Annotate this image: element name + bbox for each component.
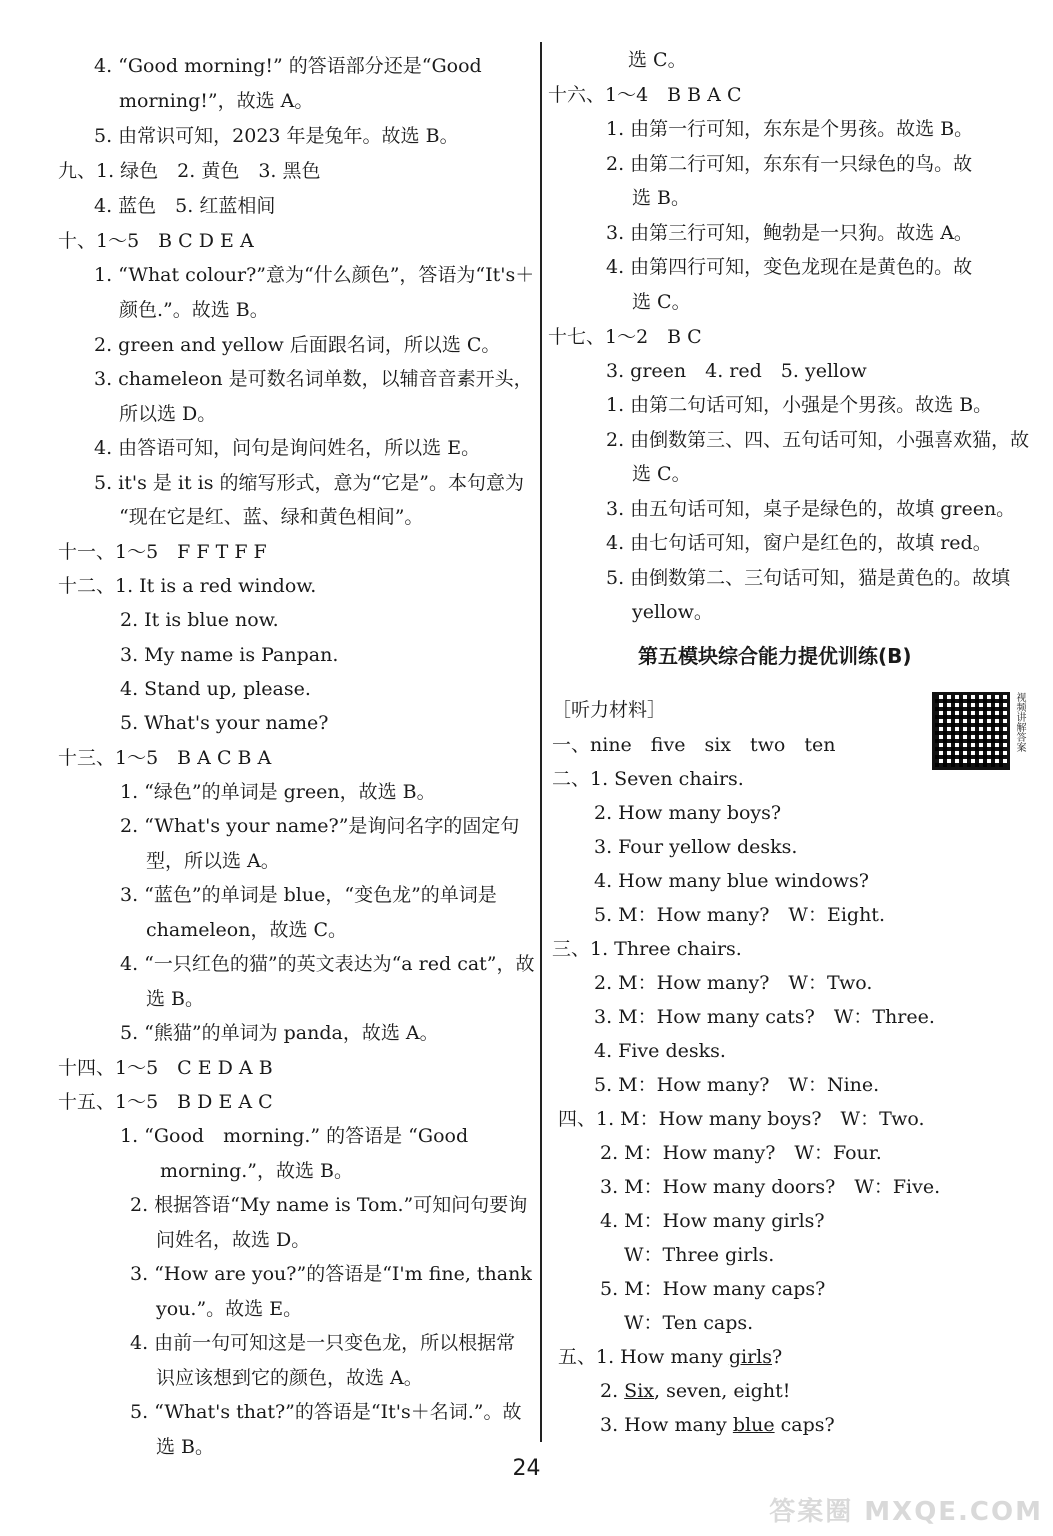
answer-line: 三、1. Three chairs.: [552, 938, 742, 960]
blank-answer: Six: [624, 1380, 654, 1402]
answer-line: 4. Stand up, please.: [120, 678, 311, 700]
qr-code-icon[interactable]: [932, 692, 1010, 770]
answer-line: 2. green and yellow 后面跟名词，所以选 C。: [94, 334, 501, 356]
answer-line: 2. It is blue now.: [120, 609, 279, 631]
answer-line: 2. 根据答语“My name is Tom.”可知问句要询: [130, 1194, 528, 1216]
answer-line: 4. M：How many girls?: [600, 1210, 825, 1232]
answer-line: 3. My name is Panpan.: [120, 644, 339, 666]
answer-line: 5. 由常识可知，2023 年是兔年。故选 B。: [94, 125, 459, 147]
answer-line: 3. chameleon 是可数名词单数，以辅音音素开头，: [94, 368, 533, 390]
answer-line: 4. “一只红色的猫”的英文表达为“a red cat”，故: [120, 953, 535, 975]
answer-line: 4. How many blue windows?: [594, 870, 869, 892]
column-divider: [540, 42, 542, 1442]
answer-line: 5. M：How many? W：Nine.: [594, 1074, 880, 1096]
answer-line: you.”。故选 E。: [156, 1298, 303, 1320]
answer-line: 十六、1～4 B B A C: [548, 84, 742, 106]
answer-line: 1. “What colour?”意为“什么颜色”，答语为“It's＋: [94, 264, 535, 286]
answer-line: 选 B。: [632, 187, 691, 209]
answer-line: “现在它是红、蓝、绿和黄色相间”。: [119, 506, 424, 528]
answer-line: 1. “Good morning.” 的答语是 “Good: [120, 1125, 469, 1147]
answer-line: ［听力材料］: [552, 699, 667, 721]
answer-line: 1. 由第二句话可知，小强是个男孩。故选 B。: [606, 394, 993, 416]
section-five-line-1: 五、1. How many girls?: [558, 1346, 783, 1368]
section-heading: 第五模块综合能力提优训练(B): [638, 644, 912, 668]
answer-line: 所以选 D。: [119, 403, 217, 425]
blank-answer: girls: [728, 1346, 772, 1368]
answer-line: 5. “熊猫”的单词为 panda，故选 A。: [120, 1022, 439, 1044]
answer-line: 四、1. M：How many boys? W：Two.: [558, 1108, 925, 1130]
answer-line: 4. 由第四行可知，变色龙现在是黄色的。故: [606, 256, 973, 278]
answer-line: 型，所以选 A。: [146, 850, 280, 872]
qr-caption: 视频讲解答案: [1014, 692, 1025, 752]
answer-line: W：Three girls.: [624, 1244, 775, 1266]
answer-line: 3. “How are you?”的答语是“I'm fine, thank: [130, 1263, 532, 1285]
answer-line: 一、nine five six two ten: [552, 734, 836, 756]
page-number: 24: [512, 1456, 541, 1481]
answer-line: morning.”，故选 B。: [160, 1160, 354, 1182]
answer-line: 2. 由第二行可知，东东有一只绿色的鸟。故: [606, 153, 973, 175]
answer-line: 3. M：How many cats? W：Three.: [594, 1006, 935, 1028]
answer-line: 选 B。: [156, 1436, 215, 1458]
answer-line: 5. “What's that?”的答语是“It's＋名词.”。故: [130, 1401, 522, 1423]
answer-line: chameleon，故选 C。: [146, 919, 348, 941]
answer-line: 十二、1. It is a red window.: [58, 575, 317, 597]
answer-line: 问姓名，故选 D。: [156, 1229, 311, 1251]
section-five-line-3: 3. How many blue caps?: [600, 1414, 835, 1436]
blank-answer: blue: [732, 1414, 775, 1436]
watermark-logo: 答案圈 MXQE.COM: [769, 1497, 1043, 1527]
answer-line: 选 C。: [632, 463, 691, 485]
section-five-line-2: 2. Six, seven, eight!: [600, 1380, 791, 1402]
answer-line: 十一、1～5 F F T F F: [58, 541, 267, 563]
answer-line: 十五、1～5 B D E A C: [58, 1091, 273, 1113]
answer-line: 5. it's 是 it is 的缩写形式，意为“它是”。本句意为: [94, 472, 524, 494]
answer-line: 识应该想到它的颜色，故选 A。: [156, 1367, 423, 1389]
answer-line: morning!”，故选 A。: [119, 90, 314, 112]
answer-line: 2. How many boys?: [594, 802, 782, 824]
answer-line: 十七、1～2 B C: [548, 326, 702, 348]
answer-line: 选 C。: [632, 291, 691, 313]
answer-line: 4. 由七句话可知，窗户是红色的，故填 red。: [606, 532, 992, 554]
answer-line: 1. “绿色”的单词是 green，故选 B。: [120, 781, 436, 803]
answer-line: 3. Four yellow desks.: [594, 836, 798, 858]
answer-line: 3. “蓝色”的单词是 blue，“变色龙”的单词是: [120, 884, 497, 906]
answer-line: 十、1～5 B C D E A: [58, 230, 254, 252]
answer-line: 4. 由前一句可知这是一只变色龙，所以根据常: [130, 1332, 516, 1354]
answer-line: 2. M：How many? W：Two.: [594, 972, 873, 994]
answer-line: 4. 蓝色 5. 红蓝相间: [94, 195, 276, 217]
answer-line: 选 B。: [146, 988, 205, 1010]
answer-line: 4. Five desks.: [594, 1040, 726, 1062]
answer-line: 选 C。: [628, 49, 687, 71]
answer-line: 2. “What's your name?”是询问名字的固定句: [120, 815, 520, 837]
answer-line: 3. M：How many doors? W：Five.: [600, 1176, 941, 1198]
answer-line: 十四、1～5 C E D A B: [58, 1057, 273, 1079]
answer-line: 5. M：How many? W：Eight.: [594, 904, 885, 926]
answer-line: 4. “Good morning!” 的答语部分还是“Good: [94, 55, 482, 77]
answer-line: 九、1. 绿色 2. 黄色 3. 黑色: [58, 160, 321, 182]
answer-line: 4. 由答语可知，问句是询问姓名，所以选 E。: [94, 437, 481, 459]
answer-line: 1. 由第一行可知，东东是个男孩。故选 B。: [606, 118, 974, 140]
answer-line: 颜色.”。故选 B。: [119, 299, 269, 321]
answer-line: 3. green 4. red 5. yellow: [606, 360, 867, 382]
answer-line: 2. 由倒数第三、四、五句话可知，小强喜欢猫，故: [606, 429, 1030, 451]
answer-line: 二、1. Seven chairs.: [552, 768, 744, 790]
answer-line: 3. 由五句话可知，桌子是绿色的，故填 green。: [606, 498, 1016, 520]
answer-line: 十三、1～5 B A C B A: [58, 747, 272, 769]
answer-line: 5. What's your name?: [120, 712, 329, 734]
answer-line: 5. 由倒数第二、三句话可知，猫是黄色的。故填: [606, 567, 1011, 589]
answer-line: 5. M：How many caps?: [600, 1278, 826, 1300]
answer-line: W：Ten caps.: [624, 1312, 754, 1334]
answer-line: 3. 由第三行可知，鲍勃是一只狗。故选 A。: [606, 222, 973, 244]
answer-line: yellow。: [632, 601, 713, 623]
answer-line: 2. M：How many? W：Four.: [600, 1142, 882, 1164]
